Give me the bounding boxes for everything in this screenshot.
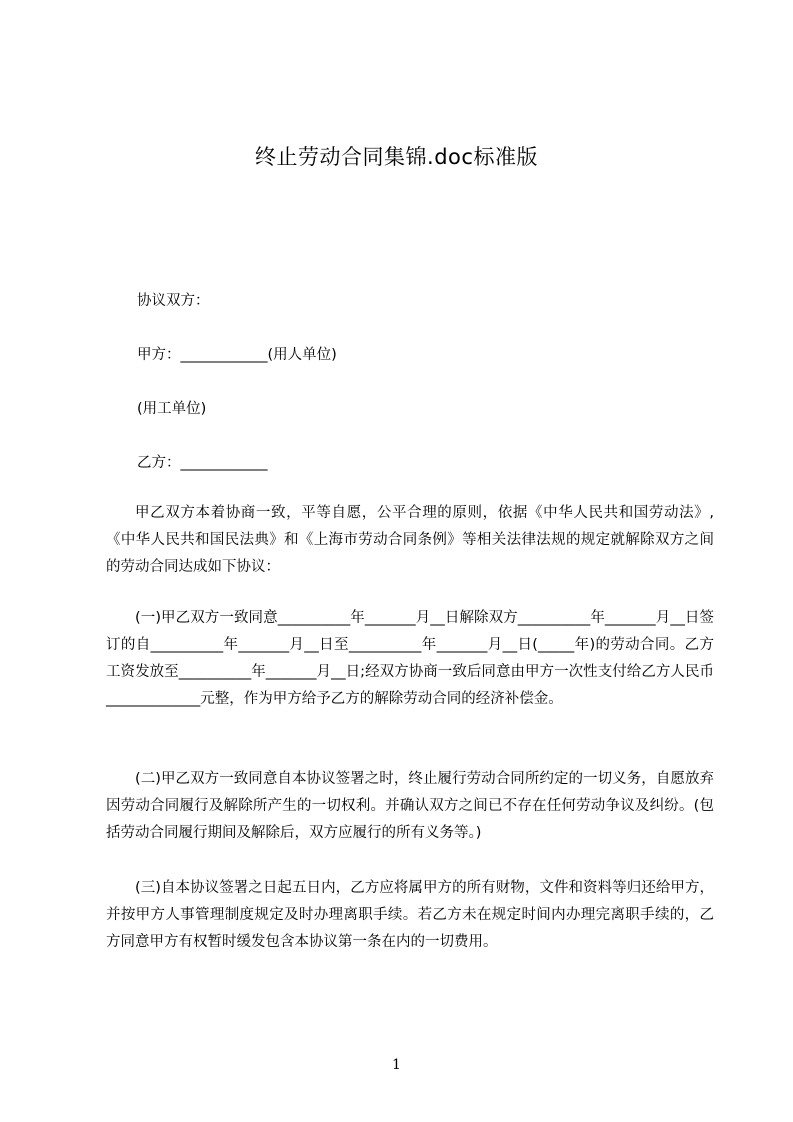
clause-2-paragraph: (二)甲乙双方一致同意自本协议签署之时，终止履行劳动合同所约定的一切义务，自愿放弃因劳动合同履行及解除所产生的一切权利。并确认双方之间已不存在任何劳动争议及纠纷。(包括劳动合同履行期间及解除后，双方应履行的所有义务等。) [106,771,714,841]
clause-3-paragraph: (三)自本协议签署之日起五日内，乙方应将属甲方的所有财物，文件和资料等归还给甲方，并按甲方人事管理制度规定及时办理离职手续。若乙方未在规定时间内办理完离职手续的，乙方同意甲方有权暂时缓发包含本协议第一条在内的一切费用。 [106,880,714,950]
employer-unit-line: (用工单位) [137,401,207,417]
document-title: 终止劳动合同集锦.doc标准版 [255,145,538,169]
page-number: 1 [392,1057,401,1073]
party-b-line: 乙方：____________ [137,455,268,471]
intro-line: 协议双方： [137,293,210,309]
party-a-line: 甲方：____________(用人单位) [137,347,337,363]
clause-1-paragraph: (一)甲乙双方一致同意__________年_______月__日解除双方__________年_______月__日签订的自__________年_______月__日至__________年_______月__日(_____年)的劳动合同。乙方工资发放至__________年_______月__日;经双方协商一致后同意由甲方一次性支付给乙方人民币_____________元整，作为甲方给予乙方的解除劳动合同的经济补偿金。 [106,610,714,707]
preamble-paragraph: 甲乙双方本着协商一致，平等自愿，公平合理的原则，依据《中华人民共和国劳动法》,《中华人民共和国民法典》和《上海市劳动合同条例》等相关法律法规的规定就解除双方之间的劳动合同达成如下协议： [106,505,714,575]
